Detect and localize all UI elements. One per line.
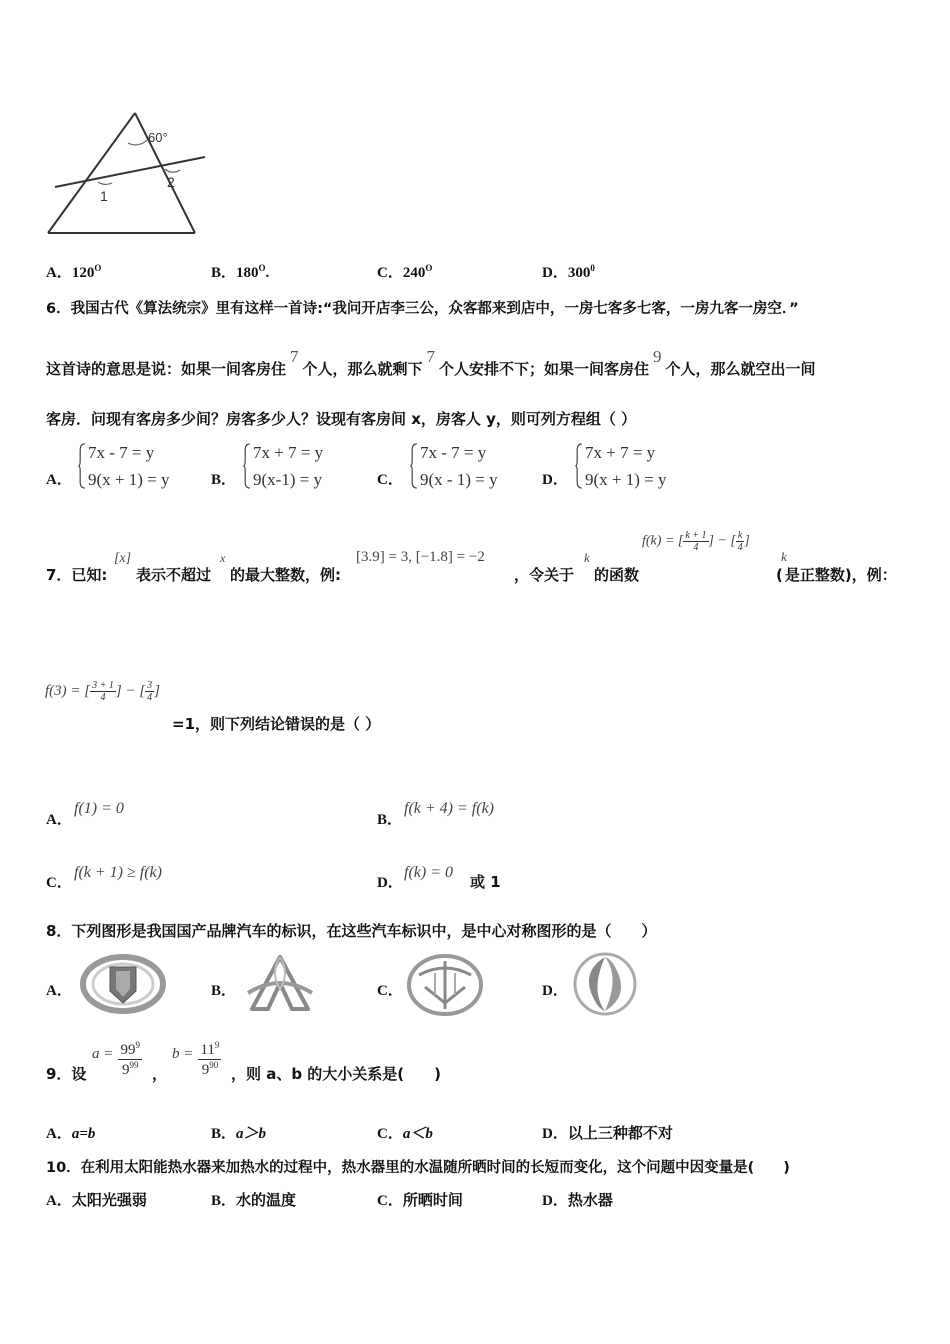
- q9-a-expression: a = $\frac{99^9}{9^{99}}$: [92, 1040, 140, 1078]
- q7-option-b-expr: f(k + 4) = f(k): [404, 800, 494, 817]
- q6-line1: 6．我国古代《算法统宗》里有这样一首诗:“我问开店李三公，众客都来到店中，一房七客多七客，一房九客一房空．”: [46, 301, 799, 317]
- angle-60-label: 60°: [148, 130, 168, 145]
- q7-text5: ( 是正整数)，例：: [776, 566, 897, 584]
- q8-text: 8．下列图形是我国国产品牌汽车的标识，在这些汽车标识中，是中心对称图形的是（ ）: [46, 922, 657, 940]
- q6-option-a-letter: A．: [46, 472, 72, 488]
- q7-example-f3: f(3) = [ $\frac{3 + 1}{4}$ ] − [ $\frac{3}{4}$ ]: [45, 680, 161, 703]
- q6-option-c-letter: C．: [377, 472, 403, 488]
- q10-option-b: B．水的温度: [211, 1191, 297, 1209]
- q9-option-d: D．以上三种都不对: [542, 1124, 673, 1142]
- q10-option-c: C．所晒时间: [377, 1191, 463, 1209]
- angle-1-label: 1: [100, 188, 108, 204]
- q9-comma: ，: [152, 1065, 168, 1083]
- q10-text: 10．在利用太阳能热水器来加热水的过程中，热水器里的水温随所晒时间的长短而变化，这个问题中因变量是( ): [46, 1160, 790, 1176]
- q6-option-d-letter: D．: [542, 472, 568, 488]
- q7-option-d-expr: f(k) = 0: [404, 864, 453, 881]
- q5-option-b: B．$180^O$.: [211, 263, 270, 281]
- q7-option-d-suffix: 或 1: [470, 873, 501, 891]
- q8-option-a-letter: A．: [46, 983, 72, 999]
- q9-suffix: ，则 a、b 的大小关系是( ): [231, 1065, 442, 1083]
- q10-option-d: D．热水器: [542, 1191, 613, 1209]
- q6-option-b-letter: B．: [211, 472, 237, 488]
- q8-option-b-letter: B．: [211, 983, 237, 999]
- brilliance-logo-icon: [405, 953, 485, 1017]
- q7-text2: 的最大整数，例:: [230, 566, 341, 584]
- q5-option-a: A．$120^O$: [46, 263, 102, 281]
- q5-option-c: C．$240^O$: [377, 263, 433, 281]
- q7-text3: ，令关于: [514, 566, 575, 584]
- q7-option-c-expr: f(k + 1) ≥ f(k): [74, 864, 162, 881]
- q9-option-a: A．a=b: [46, 1126, 96, 1142]
- q7-option-d-letter: D．: [377, 875, 403, 891]
- q8-option-d-letter: D．: [542, 983, 568, 999]
- q6-line3: 客房．问现有客房多少间？房客多少人？设现有客房间 x，房客人 y，则可列方程组（ ）: [46, 410, 637, 428]
- q7-var-k2: k: [781, 549, 787, 564]
- q7-option-c-letter: C．: [46, 875, 72, 891]
- great-wall-logo-icon: [80, 953, 166, 1015]
- q7-option-a-expr: f(1) = 0: [74, 800, 124, 817]
- q7-text4: 的函数: [594, 566, 640, 584]
- q9-b-expression: b = $\frac{11^9}{9^{90}}$: [172, 1040, 220, 1078]
- q7-example: [3.9] = 3, [−1.8] = −2: [356, 549, 485, 565]
- q7-prefix: 7．已知:: [46, 566, 108, 584]
- q7-function-definition: f(k) = [ $\frac{k + 1}{4}$ ] − [ $\frac{k}{4}$ ]: [642, 530, 750, 553]
- q9-option-b: B．a＞b: [211, 1126, 267, 1142]
- q6-line2: 这首诗的意思是说：如果一间客房住7个人，那么就剩下7个人安排不下；如果一间客房住9个人，那么就空出一间: [46, 347, 816, 378]
- q9-option-c: C．a＜b: [377, 1126, 433, 1142]
- q7-text1: 表示不超过: [136, 566, 212, 584]
- triangle-angle-figure: [40, 105, 220, 245]
- dongfeng-logo-icon: [572, 951, 638, 1017]
- q7-option-a-letter: A．: [46, 812, 72, 828]
- q7-var-x: x: [220, 551, 226, 565]
- q7-bracket-x: [x]: [114, 551, 132, 566]
- q8-option-c-letter: C．: [377, 983, 403, 999]
- changan-logo-icon: [240, 953, 320, 1015]
- q10-option-a: A．太阳光强弱: [46, 1191, 147, 1209]
- angle-2-label: 2: [167, 174, 175, 190]
- q7-text6: =1，则下列结论错误的是（ ）: [172, 715, 381, 733]
- q5-option-d: D．$300^0$: [542, 263, 595, 281]
- q7-var-k: k: [584, 550, 590, 565]
- q9-prefix: 9．设: [46, 1065, 87, 1083]
- q7-option-b-letter: B．: [377, 812, 403, 828]
